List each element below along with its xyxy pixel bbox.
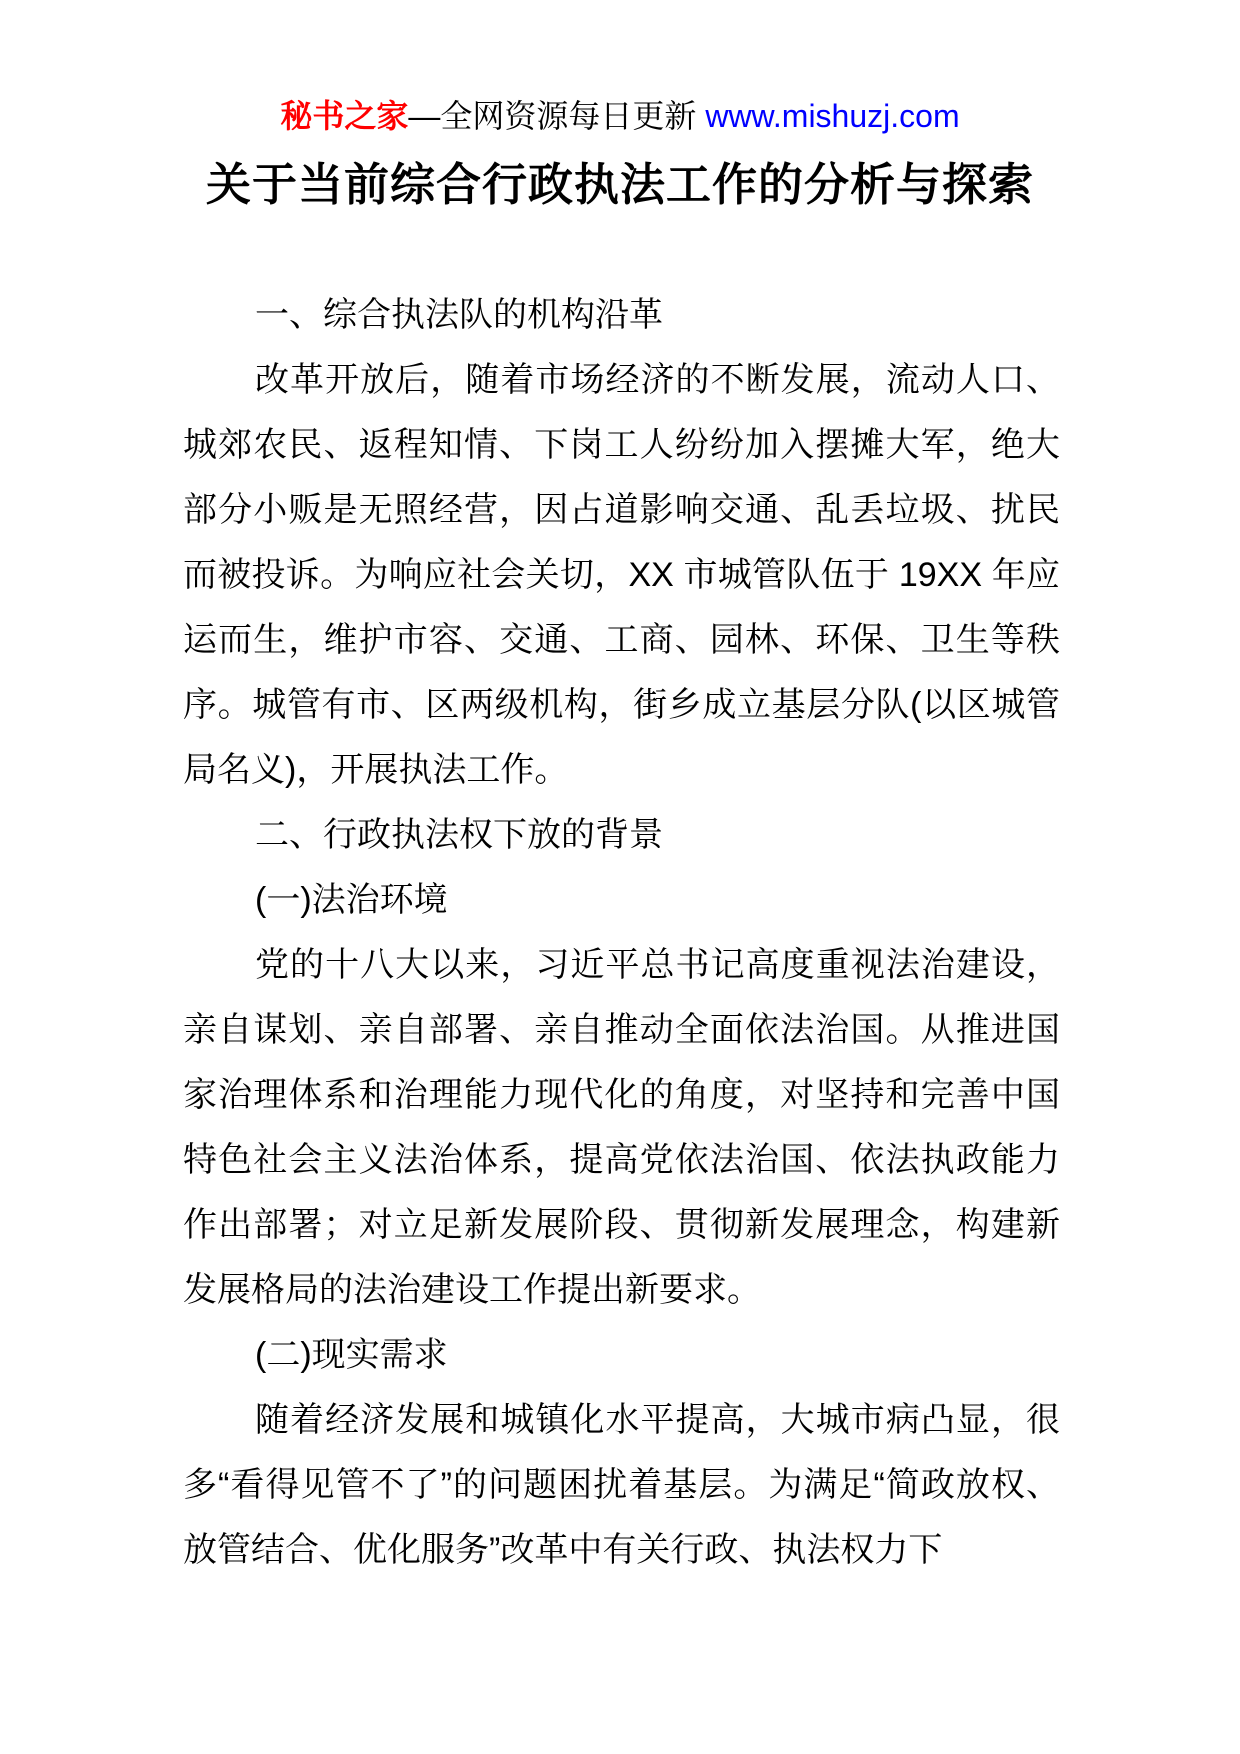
site-url[interactable]: www.mishuzj.com <box>705 98 960 134</box>
paragraph: 改革开放后，随着市场经济的不断发展，流动人口、城郊农民、返程知情、下岗工人纷纷加入摆摊大军，绝大部分小贩是无照经营，因占道影响交通、乱丢垃圾、扰民而被投诉。为响应社会关切，XX 市城管队伍于 19XX 年应运而生，维护市容、交通、工商、园林、环保、卫生等秩序。城管有市、区两级机构，街乡成立基层分队(以区城管局名义)，开展执法工作。 <box>183 361 1060 789</box>
paragraph: 随着经济发展和城镇化水平提高，大城市病凸显，很多“看得见管不了”的问题困扰着基层。为满足“简政放权、放管结合、优化服务”改革中有关行政、执法权力下 <box>183 1401 1060 1569</box>
document-title: 关于当前综合行政执法工作的分析与探索 <box>205 159 1034 210</box>
header-separator: — <box>408 98 441 134</box>
site-header <box>0 96 1240 136</box>
section-heading: (二)现实需求 <box>255 1336 448 1374</box>
document-body <box>183 283 1060 1583</box>
paragraph: 党的十八大以来，习近平总书记高度重视法治建设，亲自谋划、亲自部署、亲自推动全面依法治国。从推进国家治理体系和治理能力现代化的角度，对坚持和完善中国特色社会主义法治体系，提高党依法治国、依法执政能力作出部署；对立足新发展阶段、贯彻新发展理念，构建新发展格局的法治建设工作提出新要求。 <box>183 946 1060 1309</box>
section-heading: 一、综合执法队的机构沿革 <box>255 296 663 334</box>
site-brand: 秘书之家 <box>280 98 409 134</box>
site-tagline: 全网资源每日更新 <box>440 98 697 134</box>
section-heading: 二、行政执法权下放的背景 <box>255 816 663 854</box>
section-heading: (一)法治环境 <box>255 881 448 919</box>
